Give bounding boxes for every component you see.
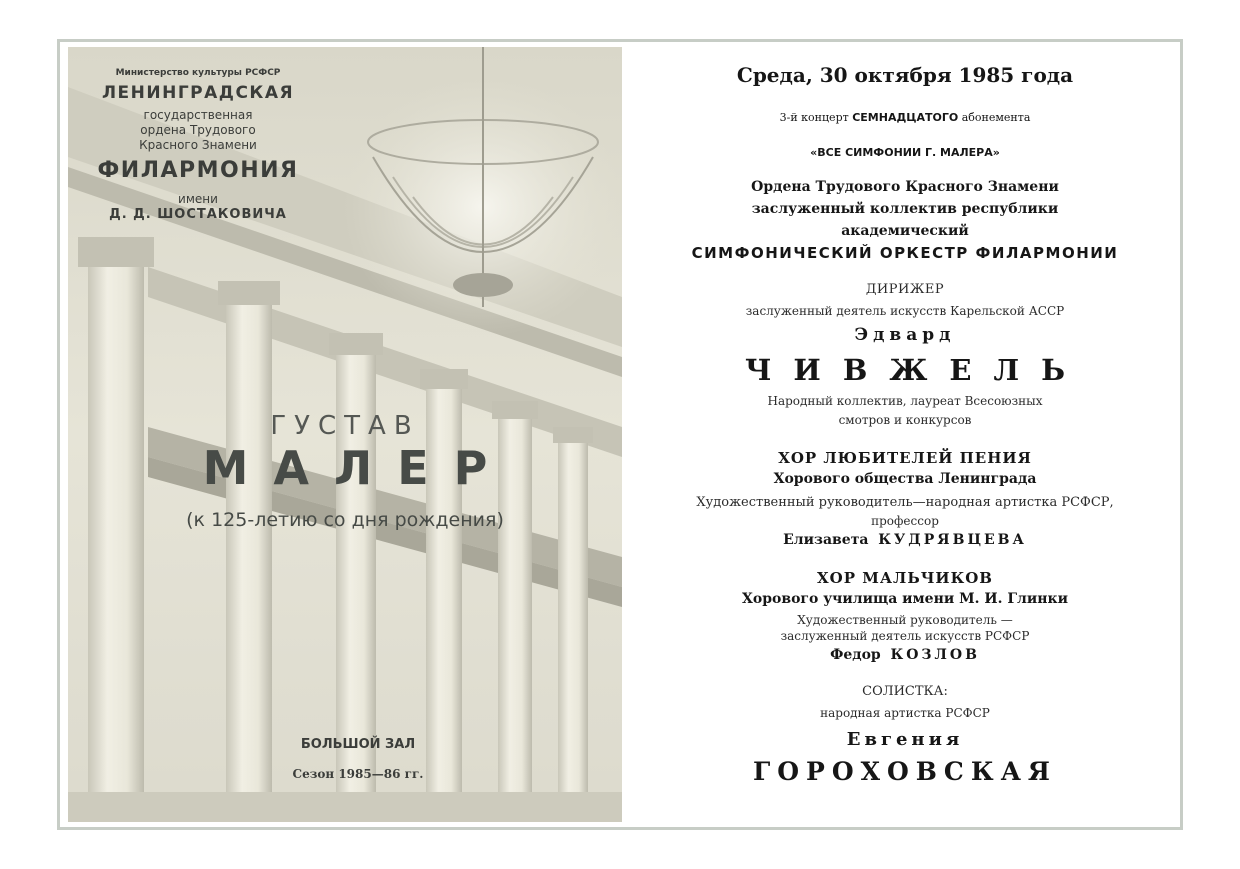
concert-prefix: 3-й концерт <box>779 111 849 124</box>
soloist-label: СОЛИСТКА: <box>862 684 948 699</box>
choir1-desc-line-1: Художественный руководитель—народная артистка РСФСР, <box>696 495 1114 510</box>
cover-honoree: Д. Д. ШОСТАКОВИЧА <box>109 207 287 222</box>
choir2-desc-line-2: заслуженный деятель искусств РСФСР <box>780 629 1030 643</box>
season: Сезон 1985—86 гг. <box>292 767 424 781</box>
cover-imeni: имени <box>178 192 218 206</box>
conductor-title: заслуженный деятель искусств Карельской АССР <box>745 304 1065 318</box>
concert-date: Среда, 30 октября 1985 года <box>736 63 1074 87</box>
hall-name: БОЛЬШОЙ ЗАЛ <box>300 737 416 752</box>
cover-ministry: Министерство культуры РСФСР <box>115 68 281 78</box>
choir2-director-last: КОЗЛОВ <box>890 647 980 663</box>
cover-line-2: ордена Трудового <box>140 123 256 137</box>
soloist-last-name: ГОРОХОВСКАЯ <box>753 757 1057 786</box>
orchestra-line-2: заслуженный коллектив республики <box>751 201 1059 217</box>
conductor-label: ДИРИЖЕР <box>865 282 945 297</box>
folk-desc-line-1: Народный коллектив, лауреат Всесоюзных <box>767 394 1043 408</box>
concert-series: СЕМНАДЦАТОГО <box>852 111 959 124</box>
folk-desc-line-2: смотров и конкурсов <box>838 413 972 427</box>
cover-line-3: Красного Знамени <box>139 138 257 152</box>
choir1-director-first: Елизавета <box>783 532 869 548</box>
program-panel <box>640 55 1170 815</box>
soloist-first-name: Евгения <box>846 729 964 750</box>
choir1-director-last: КУДРЯВЦЕВА <box>878 532 1027 548</box>
cover-city: ЛЕНИНГРАДСКАЯ <box>101 83 295 103</box>
concert-cycle: «ВСЕ СИМФОНИИ Г. МАЛЕРА» <box>810 146 1000 159</box>
choir1-society: Хорового общества Ленинграда <box>773 471 1037 487</box>
conductor-first-name: Эдвард <box>854 325 956 345</box>
orchestra-line-1: Ордена Трудового Красного Знамени <box>751 179 1059 195</box>
cover-panel <box>68 47 622 822</box>
choir2-director-first: Федор <box>830 647 881 663</box>
composer-last-name: МАЛЕР <box>202 441 513 495</box>
choir1-desc-line-2: профессор <box>871 514 939 528</box>
choir2-desc-line-1: Художественный руководитель — <box>797 613 1013 627</box>
choir2-school: Хорового училища имени М. И. Глинки <box>742 591 1068 607</box>
choir2-director <box>640 647 1170 663</box>
choir1-director <box>640 532 1170 548</box>
anniversary-subtitle: (к 125-летию со дня рождения) <box>186 509 504 531</box>
choir2-name: ХОР МАЛЬЧИКОВ <box>817 569 993 587</box>
conductor-last-name: ЧИВЖЕЛЬ <box>744 353 1088 387</box>
orchestra-line-3: академический <box>841 223 969 239</box>
composer-first-name: ГУСТАВ <box>270 411 420 441</box>
concert-number <box>640 111 1170 124</box>
choir1-name: ХОР ЛЮБИТЕЛЕЙ ПЕНИЯ <box>778 449 1032 467</box>
cover-philharmonic: ФИЛАРМОНИЯ <box>97 158 299 183</box>
orchestra-name: СИМФОНИЧЕСКИЙ ОРКЕСТР ФИЛАРМОНИИ <box>691 244 1119 262</box>
concert-suffix: абонемента <box>961 111 1031 124</box>
cover-line-1: государственная <box>143 108 253 122</box>
soloist-title: народная артистка РСФСР <box>820 706 990 720</box>
